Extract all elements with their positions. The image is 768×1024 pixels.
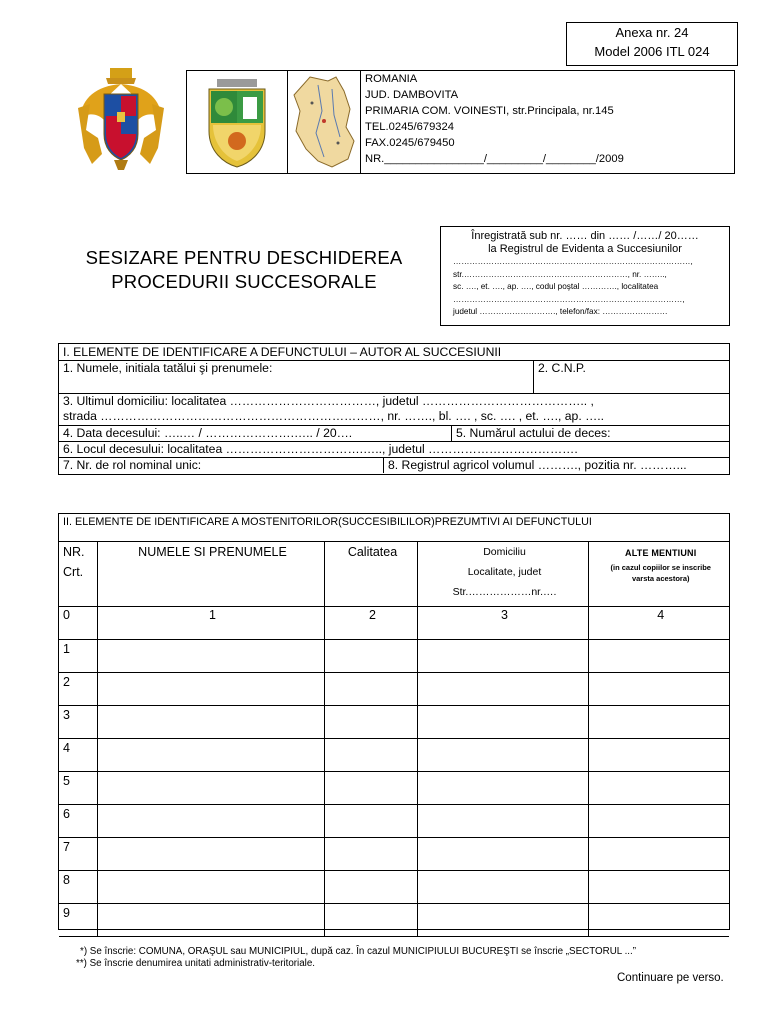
heirs-header-row xyxy=(59,542,729,607)
section1-title-row xyxy=(59,344,729,361)
heir-notes-cell[interactable] xyxy=(588,805,729,838)
commune-emblem-cell xyxy=(187,71,288,173)
county-map-cell xyxy=(288,71,361,173)
heir-name-cell[interactable] xyxy=(97,739,324,772)
footnotes xyxy=(76,946,637,970)
header-domicile-3: Str.………………nr.…. xyxy=(452,586,557,598)
heir-notes-cell[interactable] xyxy=(588,838,729,871)
row-number: 2 xyxy=(59,673,97,706)
row-number: 6 xyxy=(59,805,97,838)
heir-notes-cell[interactable] xyxy=(588,904,729,937)
heir-name-cell[interactable] xyxy=(97,838,324,871)
heir-quality-cell[interactable] xyxy=(324,838,417,871)
table-row xyxy=(59,673,729,706)
heir-notes-cell[interactable] xyxy=(588,772,729,805)
annex-model: Model 2006 ITL 024 xyxy=(594,44,710,59)
domicile-cell xyxy=(59,394,729,425)
table-row xyxy=(59,640,729,673)
heir-notes-cell[interactable] xyxy=(588,739,729,772)
header-line-number[interactable]: NR.________________/_________/________/2009 xyxy=(365,153,624,165)
annex-box xyxy=(566,22,738,66)
heir-notes-cell[interactable] xyxy=(588,706,729,739)
table-row xyxy=(59,904,729,937)
heirs-table xyxy=(59,542,729,937)
header-name xyxy=(97,542,324,607)
heir-name-cell[interactable] xyxy=(97,640,324,673)
header-line-county: JUD. DAMBOVITA xyxy=(365,89,459,101)
col-number-0: 0 xyxy=(59,607,97,640)
row-number: 9 xyxy=(59,904,97,937)
heir-quality-cell[interactable] xyxy=(324,772,417,805)
table-row xyxy=(59,772,729,805)
header-nr: NR. xyxy=(63,545,85,559)
header-domicile-1: Domiciliu xyxy=(483,546,526,558)
death-date-field[interactable]: 4. Data decesului: …..… / ………………….….. / 20…. xyxy=(63,426,353,440)
title-line-1: SESIZARE PENTRU DESCHIDEREA xyxy=(85,247,403,268)
table-row xyxy=(59,838,729,871)
col-number-3: 3 xyxy=(417,607,588,640)
header-domicile xyxy=(417,542,588,607)
header-table xyxy=(186,70,735,174)
death-place-field[interactable]: 6. Locul decesului: localitatea …………………………….….., judetul ………………………………. xyxy=(63,442,578,456)
heir-domicile-cell[interactable] xyxy=(417,739,588,772)
table-row xyxy=(59,739,729,772)
heir-name-cell[interactable] xyxy=(97,871,324,904)
heir-notes-cell[interactable] xyxy=(588,673,729,706)
row-number: 1 xyxy=(59,640,97,673)
institution-details xyxy=(365,71,734,173)
title-line-2: PROCEDURII SUCCESORALE xyxy=(111,271,377,292)
col-number-1: 1 xyxy=(97,607,324,640)
table-row xyxy=(59,706,729,739)
col-number-2: 2 xyxy=(324,607,417,640)
commune-emblem-icon xyxy=(187,71,287,173)
section1-row-name xyxy=(59,361,729,394)
footnote-1: *) Se înscrie: COMUNA, ORAŞUL sau MUNICIPIUL, după caz. În cazul MUNICIPIULUI BUCUREŞTI se înscrie „SECTORUL ...” xyxy=(80,946,637,957)
section1-row-death xyxy=(59,426,729,442)
header-other-mentions xyxy=(588,542,729,607)
section1-row-domicile xyxy=(59,394,729,426)
header-nr-crt xyxy=(59,542,97,607)
heir-domicile-cell[interactable] xyxy=(417,640,588,673)
section-heirs-identification xyxy=(58,513,730,930)
header-other-3: varsta acestora) xyxy=(631,574,690,583)
heir-domicile-cell[interactable] xyxy=(417,772,588,805)
deceased-name-field[interactable]: 1. Numele, initiala tatălui şi prenumele: xyxy=(63,361,273,375)
role-number-field[interactable]: 7. Nr. de rol nominal unic: xyxy=(63,458,202,472)
header-line-fax: FAX.0245/679450 xyxy=(365,137,455,149)
header-name-label: NUMELE SI PRENUMELE xyxy=(138,545,287,559)
registration-dots-line: ……………………………………………………………………………, xyxy=(453,257,693,266)
registration-number-line: Înregistrată sub nr. …… din …… /……/ 20…… xyxy=(471,230,699,242)
domicile-line-2[interactable]: strada ……………………………………………………………, nr. ……., bl. …. , sc. …. , et. …., ap. ….. xyxy=(63,409,605,423)
header-other-1: ALTE MENTIUNI xyxy=(625,548,697,558)
header-other-2: (in cazul copiilor se inscribe xyxy=(610,563,711,572)
section1-row-role xyxy=(59,458,729,473)
heir-domicile-cell[interactable] xyxy=(417,673,588,706)
header-quality-label: Calitatea xyxy=(347,545,398,559)
heir-notes-cell[interactable] xyxy=(588,640,729,673)
heir-name-cell[interactable] xyxy=(97,706,324,739)
column-number-row xyxy=(59,607,729,640)
document-title xyxy=(60,246,428,294)
header-domicile-2: Localitate, judet xyxy=(467,566,542,578)
section1-title: I. ELEMENTE DE IDENTIFICARE A DEFUNCTULUI – AUTOR AL SUCCESIUNII xyxy=(63,345,502,359)
annex-number: Anexa nr. 24 xyxy=(615,25,689,40)
section1-row-death-place xyxy=(59,442,729,458)
table-row xyxy=(59,805,729,838)
heir-quality-cell[interactable] xyxy=(324,706,417,739)
heir-quality-cell[interactable] xyxy=(324,805,417,838)
header-line-phone: TEL.0245/679324 xyxy=(365,121,454,133)
row-number: 5 xyxy=(59,772,97,805)
row-number: 7 xyxy=(59,838,97,871)
heir-quality-cell[interactable] xyxy=(324,673,417,706)
deceased-cnp-field[interactable]: 2. C.N.P. xyxy=(533,361,729,393)
heir-domicile-cell[interactable] xyxy=(417,805,588,838)
agricultural-register-field[interactable]: 8. Registrul agricol volumul ………., pozitia nr. ………... xyxy=(383,458,729,473)
header-line-city-hall: PRIMARIA COM. VOINESTI, str.Principala, nr.145 xyxy=(365,105,614,117)
registration-register-line: la Registrul de Evidenta a Succesiunilor xyxy=(488,243,682,255)
header-crt: Crt. xyxy=(63,565,84,579)
heir-domicile-cell[interactable] xyxy=(417,706,588,739)
continuation-note: Continuare pe verso. xyxy=(617,972,724,984)
death-act-field[interactable]: 5. Numărul actului de deces: xyxy=(451,426,729,441)
table-row xyxy=(59,871,729,904)
registration-box[interactable] xyxy=(440,226,730,326)
heir-quality-cell[interactable] xyxy=(324,871,417,904)
domicile-line-1[interactable]: 3. Ultimul domiciliu: localitatea ………………………………, judetul ………………………………….. , xyxy=(63,394,594,408)
heir-name-cell[interactable] xyxy=(97,772,324,805)
row-number: 8 xyxy=(59,871,97,904)
registration-street-line: str.……………………………………………………, nr. …….., xyxy=(453,269,667,279)
registration-address-line: sc. …., et. …., ap. …., codul poştal …………., localitatea xyxy=(453,282,659,291)
col-number-4: 4 xyxy=(588,607,729,640)
heir-name-cell[interactable] xyxy=(97,673,324,706)
section-deceased-identification xyxy=(58,343,730,475)
heir-notes-cell[interactable] xyxy=(588,871,729,904)
registration-county-line: judetul ………………………., telefon/fax: …………………… xyxy=(453,307,668,316)
heir-domicile-cell[interactable] xyxy=(417,904,588,937)
county-map-icon xyxy=(288,71,360,173)
registration-locality-line: …………………………………………………………………………, xyxy=(453,294,685,304)
header-line-country: ROMANIA xyxy=(365,73,418,85)
heir-quality-cell[interactable] xyxy=(324,904,417,937)
heir-name-cell[interactable] xyxy=(97,904,324,937)
heir-domicile-cell[interactable] xyxy=(417,838,588,871)
heir-quality-cell[interactable] xyxy=(324,640,417,673)
romania-coat-of-arms-icon xyxy=(76,68,166,172)
header-quality xyxy=(324,542,417,607)
section2-title: II. ELEMENTE DE IDENTIFICARE A MOSTENITORILOR(SUCCESIBILILOR)PREZUMTIVI AI DEFUNCTULUI xyxy=(59,514,729,542)
row-number: 4 xyxy=(59,739,97,772)
footnote-2: **) Se înscrie denumirea unitati administrativ-teritoriale. xyxy=(76,958,316,969)
heir-domicile-cell[interactable] xyxy=(417,871,588,904)
heir-quality-cell[interactable] xyxy=(324,739,417,772)
row-number: 3 xyxy=(59,706,97,739)
heir-name-cell[interactable] xyxy=(97,805,324,838)
